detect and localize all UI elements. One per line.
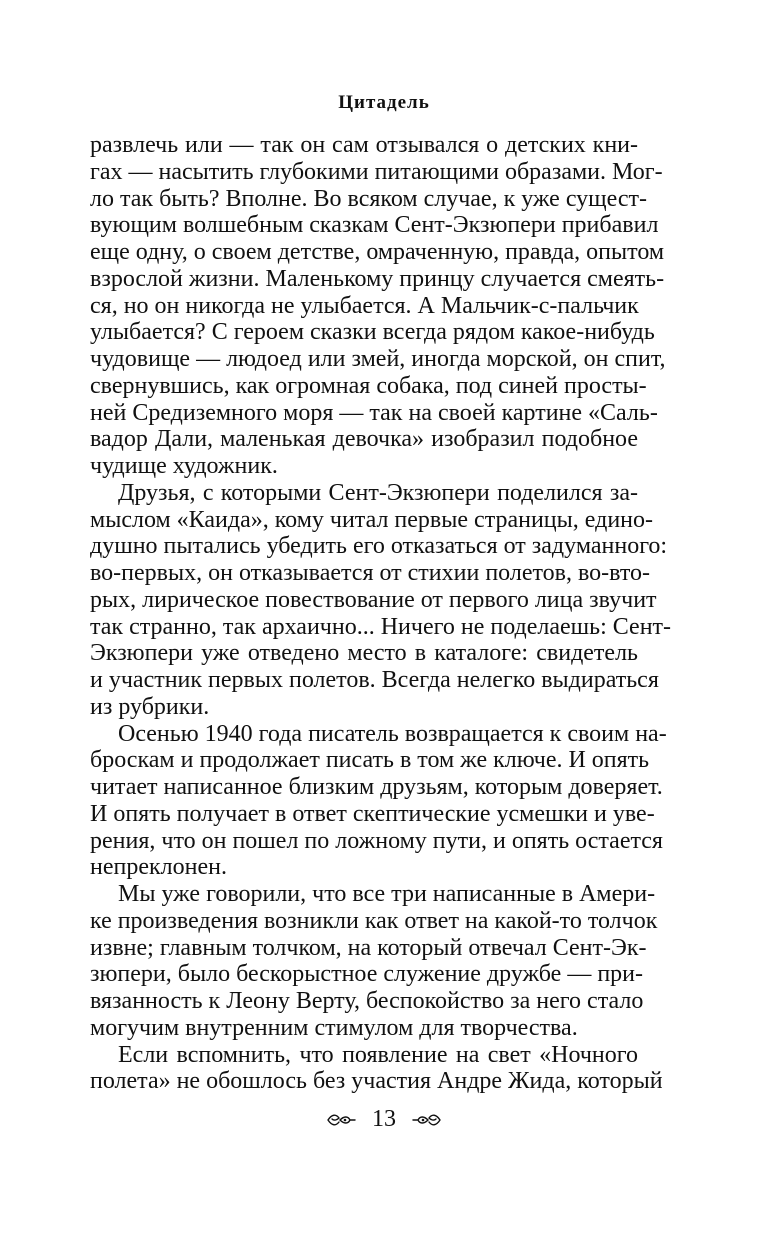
text-line: ся, но он никогда не улыбается. А Мальчик-с-пальчик (90, 292, 639, 319)
paragraph (90, 881, 658, 1042)
text-line: еще одну, о своем детстве, омраченную, правда, опытом (90, 239, 665, 265)
text-line: рых, лирическое повествование от первого лица звучит (90, 586, 657, 613)
text-line: зюпери, было бескорыстное служение дружбе — при- (90, 961, 643, 988)
text-line: рения, что он пошел по ложному пути, и опять остается (90, 827, 663, 854)
paragraph (90, 1041, 663, 1096)
text-line: полета» не обошлось без участия Андре Жида, который (90, 1068, 663, 1095)
page-number: 13 (372, 1106, 396, 1132)
text-line: из рубрики. (90, 693, 210, 720)
text-line: чудище художник. (90, 453, 278, 479)
text-line: Мы уже говорили, что все три написанные в Амери- (118, 881, 656, 907)
text-line: вадор Дали, маленькая девочка» изобразил подобное (90, 426, 638, 453)
text-line: взрослой жизни. Маленькому принцу случается смеять- (90, 265, 665, 292)
text-line: вязанность к Леону Верту, беспокойство за него стало (90, 988, 644, 1014)
paragraph (90, 720, 667, 882)
text-line: улыбается? С героем сказки всегда рядом какое-нибудь (90, 319, 655, 346)
text-line: извне; главным толчком, на который отвечал Сент-Эк- (90, 934, 647, 961)
text-line: свернувшись, как огромная собака, под синей просты- (90, 372, 647, 399)
body-text (90, 132, 672, 1095)
paragraph (90, 479, 672, 721)
text-line: Если вспомнить, что появление на свет «Ночного (118, 1041, 638, 1068)
text-line: непреклонен. (90, 854, 227, 881)
left-ornament-icon (326, 1111, 356, 1129)
text-line: ке произведения возникли как ответ на какой-то толчок (90, 907, 658, 934)
text-line: вующим волшебным сказкам Сент-Экзюпери прибавил (90, 212, 659, 239)
text-line: во-первых, он отказывается от стихии полетов, во-вто- (90, 560, 651, 586)
text-line: чудовище — людоед или змей, иногда морской, он спит, (90, 346, 666, 372)
text-line: читает написанное близким друзьям, которым доверяет. (90, 774, 663, 800)
text-line: броскам и продолжает писать в том же ключе. И опять (90, 747, 650, 774)
running-head: Цитадель (338, 92, 430, 113)
folio (0, 1106, 768, 1133)
right-ornament-icon (412, 1111, 442, 1129)
text-line: душно пытались убедить его отказаться от задуманного: (90, 533, 668, 560)
text-line: так странно, так архаично... Ничего не поделаешь: Сент- (90, 613, 672, 640)
paragraph (90, 132, 666, 480)
text-line: гах — насытить глубокими питающими образами. Мог- (90, 158, 663, 185)
text-line: Осенью 1940 года писатель возвращается к своим на- (118, 720, 667, 747)
text-line: развлечь или — так он сам отзывался о детских кни- (90, 132, 638, 158)
text-line: ло так быть? Вполне. Во всяком случае, к уже сущест- (90, 185, 648, 212)
text-line: мыслом «Каида», кому читал первые страницы, едино- (90, 506, 654, 533)
text-line: Друзья, с которыми Сент-Экзюпери поделился за- (118, 479, 638, 506)
text-line: могучим внутренним стимулом для творчества. (90, 1014, 578, 1041)
text-line: и участник первых полетов. Всегда нелегко выдираться (90, 667, 659, 693)
text-line: ней Средиземного моря — так на своей картине «Саль- (90, 399, 658, 426)
text-line: Экзюпери уже отведено место в каталоге: свидетель (90, 640, 638, 667)
text-line: И опять получает в ответ скептические усмешки и уве- (90, 800, 655, 827)
